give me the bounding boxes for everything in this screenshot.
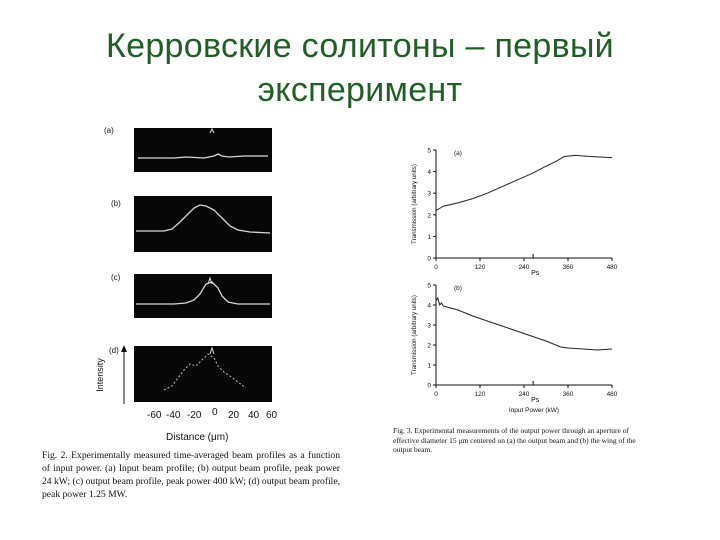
fig2-panel-label-a: (a)	[104, 126, 114, 135]
chart-x-axis-label: Input Power (kW)	[508, 407, 560, 414]
chart-y-tick-label: 1	[427, 362, 431, 370]
fig2-panel-c-trace	[134, 274, 272, 318]
fig2-panel-a	[134, 128, 272, 172]
fig2-panel-d-trace	[134, 346, 272, 402]
fig2-panel-label-c: (c)	[111, 273, 121, 282]
fig2-x-tick: 60	[266, 410, 278, 421]
chart-series-line	[436, 298, 612, 350]
chart-y-tick-label: 0	[427, 255, 431, 263]
fig2-x-tick: -60	[147, 410, 162, 421]
fig2-x-axis-label: Distance (μm)	[166, 432, 229, 443]
chart-x-tick-label: 120	[474, 264, 486, 271]
chart-y-tick-label: 4	[427, 302, 431, 310]
chart-x-tick-label: 360	[562, 391, 574, 398]
chart-y-tick-label: 5	[427, 147, 431, 155]
fig2-y-axis-label: Intensity	[95, 358, 105, 392]
chart-panel-label: (b)	[454, 285, 462, 292]
chart-x-tick-label: 240	[518, 264, 530, 271]
chart-y-tick-label: 1	[427, 233, 431, 241]
chart-x-tick-label: 120	[474, 391, 486, 398]
fig2-panel-d	[134, 346, 272, 402]
fig2-x-tick: 40	[248, 410, 260, 421]
chart-y-tick-label: 4	[427, 169, 431, 177]
fig2-caption: Fig. 2. Experimentally measured time-averaged beam profiles as a function of input power. (a) Input beam profile; (b) output beam profile, peak power 24 kW; (c) output beam profile, peak power 400 kW; (d) output beam profile, peak power 1.25 MW.	[42, 450, 340, 500]
chart-panel-label: (a)	[454, 150, 462, 157]
chart-y-tick-label: 3	[427, 322, 431, 330]
chart-x-tick-label: 0	[434, 264, 438, 271]
fig2-intensity-axis	[116, 344, 132, 406]
fig2-panel-a-trace	[134, 128, 272, 172]
fig2-panel-b-trace	[134, 196, 272, 252]
fig2-x-tick: 20	[228, 410, 240, 421]
chart-y-tick-label: 2	[427, 212, 431, 220]
chart-series-line	[436, 155, 612, 210]
slide-title-line-1: Керровские солитоны – первый	[106, 27, 614, 65]
chart-ps-label: Ps	[531, 270, 540, 277]
chart-y-axis-label: Transmission (arbitrary units)	[411, 164, 418, 244]
chart-y-tick-label: 5	[427, 282, 431, 290]
chart-ps-label: Ps	[531, 397, 540, 404]
chart-x-tick-label: 0	[434, 391, 438, 398]
chart-y-tick-label: 3	[427, 190, 431, 198]
fig3-charts	[400, 140, 650, 430]
chart-x-tick-label: 480	[606, 391, 618, 398]
fig2-panel-c	[134, 274, 272, 318]
chart-x-tick-label: 240	[518, 391, 530, 398]
fig3-caption: Fig. 3. Experimental measurements of the output power through an aperture of effective diameter 15 μm centered on (a) the output beam and (b) the wing of the output beam.	[393, 426, 636, 454]
chart-x-tick-label: 360	[562, 264, 574, 271]
fig2-x-tick: -40	[166, 410, 181, 421]
fig2-x-tick: -20	[187, 410, 202, 421]
chart-y-tick-label: 2	[427, 342, 431, 350]
fig2-panel-label-b: (b)	[111, 199, 121, 208]
slide-title-line-2: эксперимент	[257, 71, 463, 109]
fig2-x-tick: 0	[212, 407, 218, 418]
chart-y-tick-label: 0	[427, 382, 431, 390]
chart-y-axis-label: Transmission (arbitrary units)	[411, 295, 418, 375]
chart-x-tick-label: 480	[606, 264, 618, 271]
fig2-panel-b	[134, 196, 272, 252]
fig2-panel-label-d: (d)	[109, 346, 119, 355]
